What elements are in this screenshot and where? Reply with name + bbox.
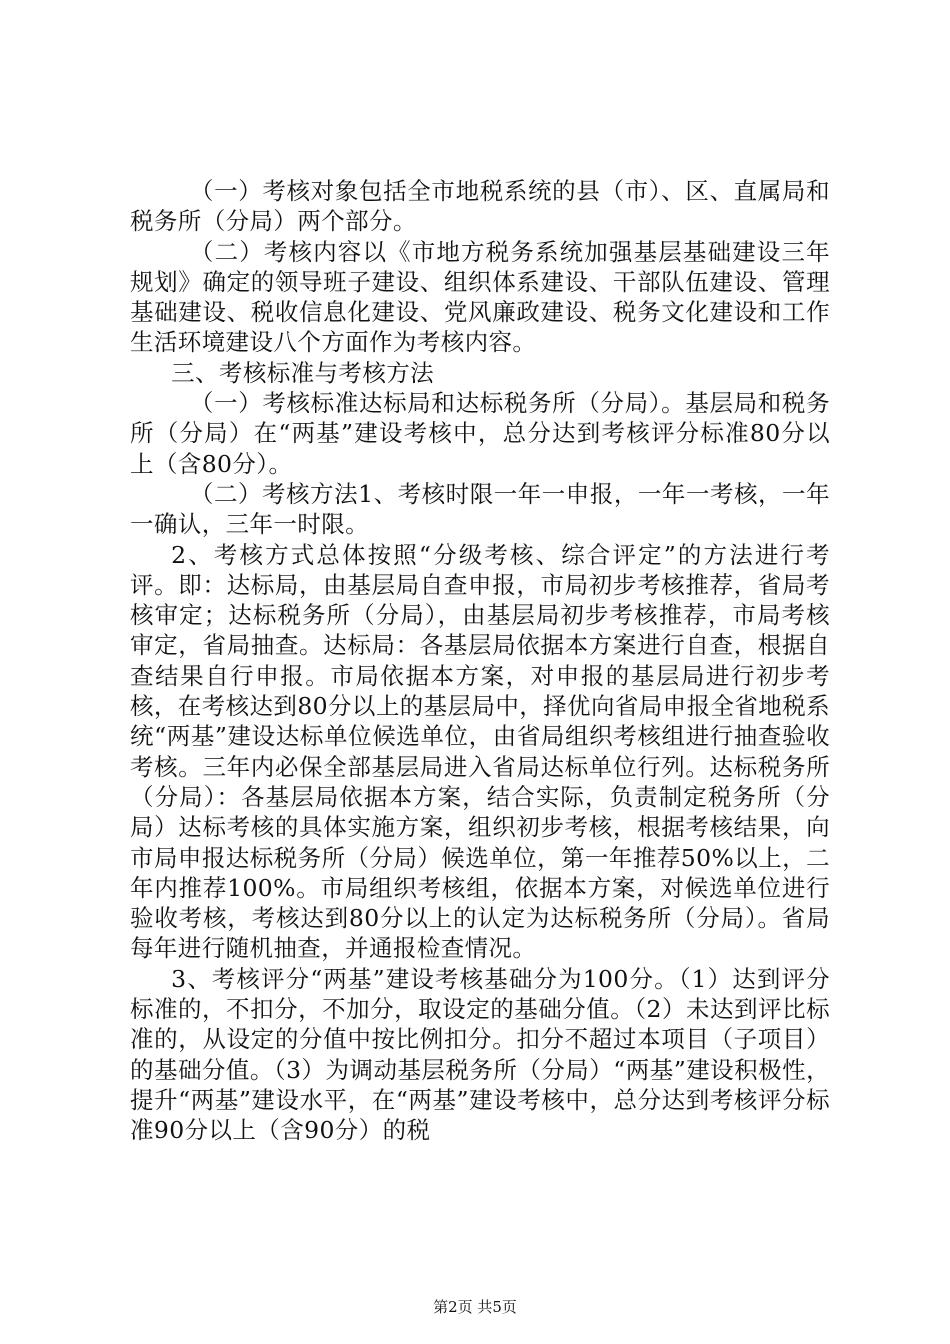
paragraph-assessment-scoring: 3、考核评分“两基”建设考核基础分为100分。（1）达到评分标准的，不扣分，不加分，取设定的基础分值。（2）未达到评比标准的，从设定的分值中按比例扣分。扣分不超过本项目（子项目）的基础分值。（3）为调动基层税务所（分局）“两基”建设积极性，提升“两基”建设水平，在“两基”建设考核中，总分达到考核评分标准90分以上（含90分）的税 bbox=[130, 964, 830, 1145]
paragraph-assessment-targets: （一）考核对象包括全市地税系统的县（市）、区、直属局和税务所（分局）两个部分。 bbox=[130, 177, 830, 236]
paragraph-assessment-approach: 2、考核方式总体按照“分级考核、综合评定”的方法进行考评。即：达标局，由基层局自查申报，市局初步考核推荐，省局考核审定；达标税务所（分局），由基层局初步考核推荐，市局考核审定，省局抽查。达标局：各基层局依据本方案进行自查，根据自查结果自行申报。市局依据本方案，对申报的基层局进行初步考核，在考核达到80分以上的基层局中，择优向省局申报全省地税系统“两基”建设达标单位候选单位，由省局组织考核组进行抽查验收考核。三年内必保全部基层局进入省局达标单位行列。达标税务所（分局）：各基层局依据本方案，结合实际，负责制定税务所（分局）达标考核的具体实施方案，组织初步考核，根据考核结果，向市局申报达标税务所（分局）候选单位，第一年推荐50%以上，二年内推荐100%。市局组织考核组，依据本方案，对候选单位进行验收考核，考核达到80分以上的认定为达标税务所（分局）。省局每年进行随机抽查，并通报检查情况。 bbox=[130, 540, 830, 963]
paragraph-assessment-content: （二）考核内容以《市地方税务系统加强基层基础建设三年规划》确定的领导班子建设、组织体系建设、干部队伍建设、管理基础建设、税收信息化建设、党风廉政建设、税务文化建设和工作生活环境建设八个方面作为考核内容。 bbox=[130, 237, 830, 357]
section-heading-standards-methods: 三、考核标准与考核方法 bbox=[171, 358, 435, 387]
paragraph-assessment-standards: （一）考核标准达标局和达标税务所（分局）。基层局和税务所（分局）在“两基”建设考核中，总分达到考核评分标准80分以上（含80分）。 bbox=[130, 389, 830, 478]
document-body bbox=[130, 176, 830, 1146]
page-number-footer: 第2页 共5页 bbox=[433, 1298, 517, 1316]
paragraph-assessment-methods: （二）考核方法1、考核时限一年一申报，一年一考核，一年一确认，三年一时限。 bbox=[130, 479, 830, 539]
